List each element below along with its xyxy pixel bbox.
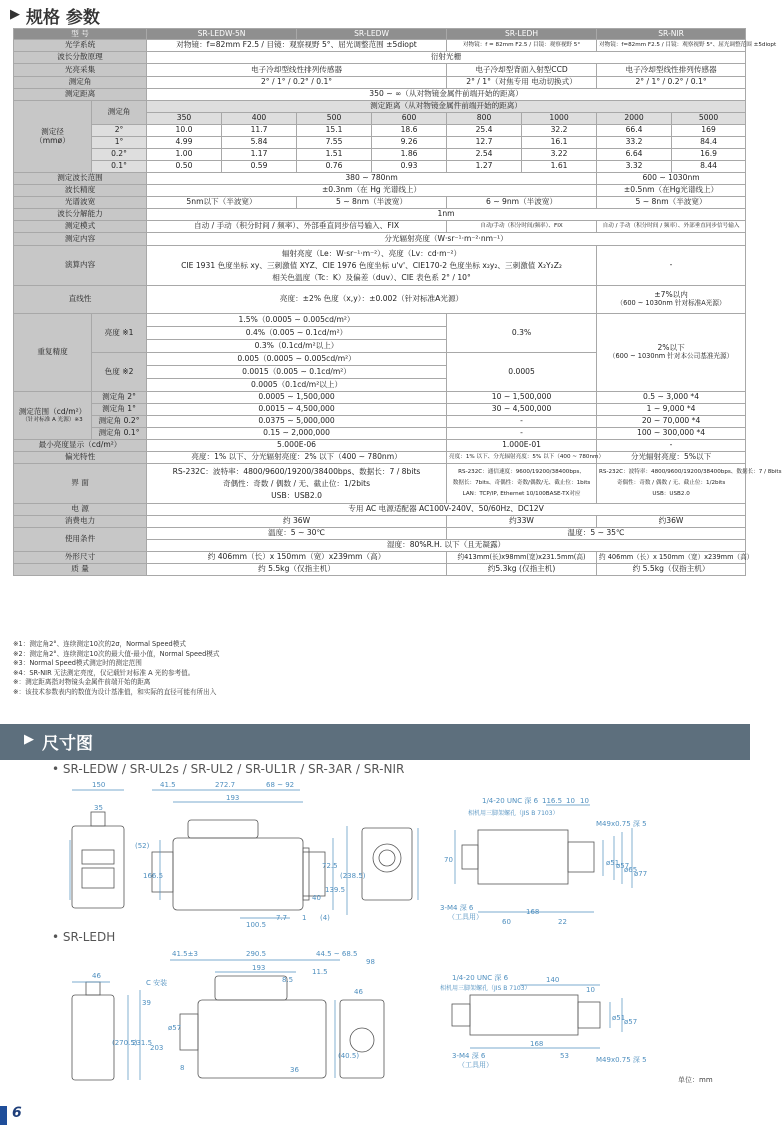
dim-label: 150 xyxy=(92,781,106,789)
cell-line: 数据长：7bits、奇偶性：奇数/偶数/无、截止位：1bits xyxy=(452,480,591,486)
ledh-top-lens xyxy=(578,1002,600,1028)
dim-label: （工具用） xyxy=(448,913,483,921)
ledh-top-body xyxy=(470,995,578,1035)
dim-label: ø77 xyxy=(634,870,648,878)
dim-label: 98 xyxy=(366,958,375,966)
dim-label: 166.5 xyxy=(143,872,164,880)
cell: 0.0375 ~ 5,000,000 xyxy=(147,416,447,428)
dim-label: 72.5 xyxy=(322,862,338,870)
cell: 8.44 xyxy=(672,161,746,173)
dim-label: 168 xyxy=(526,908,540,916)
cell: 400 xyxy=(222,113,297,125)
lens-outer-circle xyxy=(373,844,401,872)
model-list-caption: • SR-LEDW / SR-UL2s / SR-UL2 / SR-UL1R / SR-3AR / SR-NIR xyxy=(52,762,405,776)
calc-line: CIE 1931 色度坐标 xy、三刺激值 XYZ、CIE 1976 色度坐标 u'v'、CIE170-2 色度坐标 x₂y₂、三刺激值 X₂Y₂Z₂ xyxy=(181,260,562,270)
cell: 32.2 xyxy=(522,125,597,137)
cell: 100 ~ 300,000 *4 xyxy=(597,428,746,440)
side-lens-ring xyxy=(303,848,309,900)
dimension-labels-2 xyxy=(92,950,647,1074)
cell-line: RS-232C：波特率：4800/9600/19200/38400bps、数据长：7 / 8bits xyxy=(172,466,421,476)
cell: 350 ~ ∞（从对物镜金属件前端开始的距离） xyxy=(147,89,746,101)
cell: 20 ~ 70,000 *4 xyxy=(597,416,746,428)
dim-label: 相机用三脚架螺孔（JIS B 7103） xyxy=(468,810,559,817)
sub-label: 测定角 xyxy=(92,101,147,125)
dim-label: ø57 xyxy=(616,862,630,870)
cell: 衍射光栅 xyxy=(147,52,746,64)
row-label: 光亮采集 xyxy=(14,64,147,77)
ledh-front-handle xyxy=(86,982,100,995)
cell: 6 ~ 9nm（半波宽） xyxy=(447,197,597,209)
row-label: 波长精度 xyxy=(14,185,147,197)
cell-line: 奇偶性：奇数 / 偶数 / 无、截止位：1/2bits xyxy=(222,478,371,488)
dim-label: 40 xyxy=(312,894,321,902)
cell: 自动/手动（积分时间/频率）、FIX xyxy=(447,221,597,233)
sub-label: 测定角 1° xyxy=(92,404,147,416)
dim-label: 35 xyxy=(94,804,103,812)
cell: 800 xyxy=(447,113,522,125)
dim-label: C 安装 xyxy=(146,979,168,987)
cell-line: 测定范围（cd/m²） xyxy=(18,406,87,416)
cell-line: 奇偶性：奇数 / 偶数 / 无、截止位：1/2bits xyxy=(616,480,726,486)
cell: 15.1 xyxy=(297,125,372,137)
calc-line: 相关色温度（Tc：K）及偏差（duv）、CIE 表色系 2° / 10° xyxy=(272,272,471,282)
row-label: 重复精度 xyxy=(14,314,92,392)
ledh-lens-view-body xyxy=(340,1000,384,1078)
cell: 约5.3kg (仅指主机) xyxy=(447,564,597,576)
cell: 9.26 xyxy=(372,137,447,149)
cell: 1.17 xyxy=(222,149,297,161)
dimension-lines-2 xyxy=(72,960,622,1080)
cell: 分光辐射亮度（W·sr⁻¹·m⁻²·nm⁻¹） xyxy=(147,233,746,246)
front-handle xyxy=(91,812,105,826)
dim-label: 193 xyxy=(252,964,266,972)
cell: 约413mm(长)x98mm(宽)x231.5mm(高) xyxy=(447,552,597,564)
cell: 600 xyxy=(372,113,447,125)
top-view-drawing xyxy=(462,830,594,884)
dim-label: 11.5 xyxy=(312,968,328,976)
cell: 温度：5 ~ 35℃ xyxy=(447,528,746,540)
sub-label: 测定角 0.1° xyxy=(92,428,147,440)
dim-label: 140 xyxy=(546,976,560,984)
cell: 电子冷却型背面入射型CCD xyxy=(447,64,597,77)
row-label: 界 面 xyxy=(14,464,147,504)
sub-label: 色度 ※2 xyxy=(92,353,147,392)
dim-label: 10 xyxy=(580,797,589,805)
cell: 1.51 xyxy=(297,149,372,161)
cell: 约 5.5kg（仅指主机） xyxy=(597,564,746,576)
cell: 1nm xyxy=(147,209,746,221)
cell: 0.93 xyxy=(372,161,447,173)
cell-line: （针对标准 A 光源）※3 xyxy=(22,416,83,423)
top-lens xyxy=(568,842,594,872)
cell: 5nm以下（半波宽） xyxy=(147,197,297,209)
dim-label: 68 ~ 92 xyxy=(266,781,295,789)
row-label: 最小亮度显示（cd/m²） xyxy=(14,440,147,452)
cell: 10 ~ 1,500,000 xyxy=(447,392,597,404)
cell: 0.2° xyxy=(92,149,147,161)
cell-line: （600 ~ 1030nm 针对标准A光源） xyxy=(616,299,726,308)
dim-label: ø51 xyxy=(612,1014,626,1022)
cell: 约 406mm（长）x 150mm（宽）x239mm（高） xyxy=(147,552,447,564)
model-header-label: 型 号 xyxy=(14,29,147,40)
front-keypad xyxy=(82,868,114,888)
page-title: 规格 参数 xyxy=(26,8,100,28)
row-label: 测定径 （mmø） xyxy=(14,101,92,173)
cell: 对物镜：f=82mm F2.5 / 目镜：观察视野 5°、屈光调整范围 ±5diopt xyxy=(147,40,447,52)
dim-label: 70 xyxy=(444,856,453,864)
cell: 1.5%（0.0005 ~ 0.005cd/m²） xyxy=(147,314,447,327)
dim-label: 1/4-20 UNC 深 6 xyxy=(482,797,539,805)
cell: 电子冷却型线性排列传感器 xyxy=(147,64,447,77)
cell: 对物镜：f=82mm F2.5 / 目镜：观察视野 5°、屈光调整范围 ±5diopt xyxy=(597,40,746,52)
cell: 16.1 xyxy=(522,137,597,149)
cell: 5000 xyxy=(672,113,746,125)
cell: 约 406mm（长）x 150mm（宽）x239mm（高） xyxy=(597,552,746,564)
dim-label: 8 xyxy=(180,1064,185,1072)
cell: 自动 / 手动（积分时间 / 频率）、外部垂直同步信号输入 xyxy=(597,221,746,233)
front-view-drawing xyxy=(72,812,124,908)
dim-label: 44.5 ~ 68.5 xyxy=(316,950,358,958)
ledh-top-view-drawing xyxy=(452,995,600,1035)
cell: 1.000E-01 xyxy=(447,440,597,452)
cell: 2° / 1° / 0.2° / 0.1° xyxy=(597,77,746,89)
dim-label: 10 xyxy=(586,986,595,994)
top-body xyxy=(478,830,568,884)
cell: - xyxy=(447,428,597,440)
cell: 1 ~ 9,000 *4 xyxy=(597,404,746,416)
cell: - xyxy=(597,246,746,286)
row-label: 波长分散原理 xyxy=(14,52,147,64)
dim-label: 100.5 xyxy=(246,921,267,929)
cell: 亮度：±2% 色度（x,y）：±0.002（针对标准A光源） xyxy=(147,286,597,314)
cell: 对物镜：f = 82mm F2.5 / 目镜：观察视野 5° xyxy=(447,40,597,52)
model-header: SR-NIR xyxy=(597,29,746,40)
dim-label: 46 xyxy=(354,988,363,996)
dim-label: (52) xyxy=(135,842,150,850)
cell: 25.4 xyxy=(447,125,522,137)
cell: 4.99 xyxy=(147,137,222,149)
dim-label: 10 xyxy=(566,797,575,805)
dim-label: 203 xyxy=(150,1044,164,1052)
row-label: 演算内容 xyxy=(14,246,147,286)
sub-label: 亮度 ※1 xyxy=(92,314,147,353)
sub-label: 测定角 0.2° xyxy=(92,416,147,428)
cell: 0.1° xyxy=(92,161,147,173)
row-label: 波长分解能力 xyxy=(14,209,147,221)
cell: 1.00 xyxy=(147,149,222,161)
cell: 500 xyxy=(297,113,372,125)
row-label: 光谱波宽 xyxy=(14,197,147,209)
row-label: 偏光特性 xyxy=(14,452,147,464)
dim-label: 7.7 xyxy=(276,914,288,922)
dim-label: 1/4-20 UNC 深 6 xyxy=(452,974,509,982)
cell: 0.50 xyxy=(147,161,222,173)
side-view-drawing xyxy=(152,820,325,910)
dim-label: 139.5 xyxy=(325,886,346,894)
dim-label: 3-M4 深 6 xyxy=(452,1052,486,1060)
cell: 30 ~ 4,500,000 xyxy=(447,404,597,416)
cell: 亮度：1% 以下、分光辐射亮度：2% 以下（400 ~ 780nm） xyxy=(147,452,447,464)
footnote: ※：该技术参数表内的数值为设计基准值，和实际的直径可能有所出入 xyxy=(13,687,217,696)
ledh-side-eyepiece xyxy=(180,1014,198,1050)
sub-label: 测定角 2° xyxy=(92,392,147,404)
dim-label: 272.7 xyxy=(215,781,236,789)
cell: 7.55 xyxy=(297,137,372,149)
cell: ±0.5nm（在Hg光谱线上） xyxy=(597,185,746,197)
cell-line: ±7%以内 xyxy=(654,290,688,300)
cell: 约 5.5kg（仅指主机） xyxy=(147,564,447,576)
cell: 自动 / 手动（积分时间 / 频率）、外部垂直同步信号输入、FIX xyxy=(147,221,447,233)
dim-label: (238.5) xyxy=(340,872,366,880)
lens-view-drawing xyxy=(362,828,412,900)
dim-label: ø51 xyxy=(606,859,620,867)
cell-line: RS-232C：通信速度：9600/19200/38400bps、 xyxy=(458,469,585,475)
side-handle xyxy=(188,820,258,838)
cell: 0.3% xyxy=(447,314,597,353)
dim-label: 1 xyxy=(302,914,307,922)
row-label: 测定模式 xyxy=(14,221,147,233)
cell: 6.64 xyxy=(597,149,672,161)
cell: 温度：5 ~ 30℃ xyxy=(147,528,447,540)
cell: 湿度：80%R.H. 以下（且无凝露） xyxy=(147,540,746,552)
dim-label: M49x0.75 深 5 xyxy=(596,820,647,828)
cell: 1.27 xyxy=(447,161,522,173)
row-label: 测定距离 xyxy=(14,89,147,101)
ledh-lens-circle xyxy=(350,1028,374,1052)
row-label: 外形尺寸 xyxy=(14,552,147,564)
dim-label: 46 xyxy=(92,972,101,980)
cell: 0.0005（0.1cd/m²以上） xyxy=(147,379,447,392)
front-outline xyxy=(72,826,124,908)
cell: 0.005（0.0005 ~ 0.005cd/m²） xyxy=(147,353,447,366)
cell: 3.32 xyxy=(597,161,672,173)
cell: 5.000E-06 xyxy=(147,440,447,452)
cell-line: 2%以下 xyxy=(657,343,685,353)
ledh-front-view-drawing xyxy=(72,982,114,1080)
cell: 2000 xyxy=(597,113,672,125)
section-title: 尺寸图 xyxy=(42,734,93,754)
dim-label: 36 xyxy=(290,1066,299,1074)
cell: 1.61 xyxy=(522,161,597,173)
cell: 1° xyxy=(92,137,147,149)
unit-label: 单位：mm xyxy=(678,1076,713,1084)
row-label: 消费电力 xyxy=(14,516,147,528)
row-label: 光学系统 xyxy=(14,40,147,52)
cell: 350 xyxy=(147,113,222,125)
ledh-front-outline xyxy=(72,995,114,1080)
dim-label: 22 xyxy=(558,918,567,926)
model-header: SR-LEDW xyxy=(297,29,447,40)
cell: 2° xyxy=(92,125,147,137)
cell: 0.0015（0.005 ~ 0.1cd/m²） xyxy=(147,366,447,379)
row-label: 测定角 xyxy=(14,77,147,89)
cell: 约36W xyxy=(597,516,746,528)
top-eyepiece xyxy=(462,845,478,869)
cell: 约33W xyxy=(447,516,597,528)
side-body xyxy=(173,838,303,910)
dim-label: 8.5 xyxy=(282,976,294,984)
row-label: 测定内容 xyxy=(14,233,147,246)
cell: 10.0 xyxy=(147,125,222,137)
dim-label: 39 xyxy=(142,999,151,1007)
dim-label: 60 xyxy=(502,918,511,926)
cell: 亮度：1% 以下、分光辐射亮度：5% 以下（400 ~ 780nm） xyxy=(447,452,597,464)
dim-label: 41.5 xyxy=(160,781,176,789)
cell: 12.7 xyxy=(447,137,522,149)
lens-inner-circle xyxy=(379,850,395,866)
cell-line: RS-232C：波特率：4800/9600/19200/38400bps、数据长：7 / 8bits xyxy=(599,469,782,475)
cell: 1.86 xyxy=(372,149,447,161)
row-label: 直线性 xyxy=(14,286,147,314)
dim-label: (40.5) xyxy=(338,1052,360,1060)
cell: 66.4 xyxy=(597,125,672,137)
cell: 0.76 xyxy=(297,161,372,173)
row-label: 使用条件 xyxy=(14,528,147,552)
footnote: ※2：测定角2°、连续测定10次的最大值-最小值，Normal Speed模式 xyxy=(13,649,220,658)
cell: 电子冷却型线性排列传感器 xyxy=(597,64,746,77)
dim-label: ø65 xyxy=(624,866,638,874)
front-display xyxy=(82,850,114,864)
dim-label: 相机用三脚架螺孔（JIS B 7103） xyxy=(440,985,531,992)
dim-label: (4) xyxy=(320,914,330,922)
cell: 380 ~ 780nm xyxy=(147,173,597,185)
cell-line: （600 ~ 1030nm 针对本公司基准光源） xyxy=(608,352,734,361)
cell: 测定距离（从对物镜金属件前端开始的距离） xyxy=(147,101,746,113)
cell-line: USB：USB2.0 xyxy=(652,491,690,497)
cell: 2.54 xyxy=(447,149,522,161)
page-number: 6 xyxy=(12,1105,22,1121)
cell: 0.15 ~ 2,000,000 xyxy=(147,428,447,440)
dim-label: 193 xyxy=(226,794,240,802)
footnote: ※1：测定角2°、连续测定10次的2σ，Normal Speed模式 xyxy=(13,640,186,648)
cell: 18.6 xyxy=(372,125,447,137)
cell: 0.59 xyxy=(222,161,297,173)
cell: - xyxy=(597,440,746,452)
dim-label: ø57 xyxy=(624,1018,638,1026)
footnote: ※4：SR-NIR 无法测定亮度，仅记载针对标准 A 光的参考值。 xyxy=(13,668,195,677)
cell: 84.4 xyxy=(672,137,746,149)
triangle-bullet-icon: ▶ xyxy=(24,732,34,747)
cell: 33.2 xyxy=(597,137,672,149)
cell: ±0.3nm（在 Hg 光谱线上） xyxy=(147,185,597,197)
cell: 16.9 xyxy=(672,149,746,161)
cell: 0.0015 ~ 4,500,000 xyxy=(147,404,447,416)
cell: 0.3%（0.1cd/m²以上） xyxy=(147,340,447,353)
model-list-caption: • SR-LEDH xyxy=(52,930,116,944)
cell: 0.4%（0.005 ~ 0.1cd/m²） xyxy=(147,327,447,340)
model-header: SR-LEDW-5N xyxy=(147,29,297,40)
cell: 分光辐射亮度：5%以下 xyxy=(597,452,746,464)
lens-view-body xyxy=(362,828,412,900)
dim-label: 3-M4 深 6 xyxy=(440,904,474,912)
dimension-labels-1 xyxy=(92,781,647,929)
ledh-side-handle xyxy=(215,976,287,1000)
dim-label: 116.5 xyxy=(542,797,563,805)
cell: 0.0005 ~ 1,500,000 xyxy=(147,392,447,404)
row-label: 质 量 xyxy=(14,564,147,576)
footnote: ※：测定距离指对物镜头金属件前端开始的距离 xyxy=(13,678,151,687)
dim-label: 53 xyxy=(560,1052,569,1060)
cell: 约 36W xyxy=(147,516,447,528)
side-lens xyxy=(303,852,325,896)
dim-label: (270.5) xyxy=(112,1039,138,1047)
ledh-top-eyepiece xyxy=(452,1004,470,1026)
dim-label: 290.5 xyxy=(246,950,267,958)
cell: 11.7 xyxy=(222,125,297,137)
cell: 0.0005 xyxy=(447,353,597,392)
cell: 5.84 xyxy=(222,137,297,149)
row-label: 测定波长范围 xyxy=(14,173,147,185)
row-label: 电 源 xyxy=(14,504,147,516)
cell: 3.22 xyxy=(522,149,597,161)
cell: 2° / 1° / 0.2° / 0.1° xyxy=(147,77,447,89)
cell: 5 ~ 8nm（半波宽） xyxy=(597,197,746,209)
cell: 169 xyxy=(672,125,746,137)
cell-line: USB：USB2.0 xyxy=(271,490,322,500)
page-number-bar xyxy=(0,1106,7,1125)
cell-line: LAN：TCP/IP, Ethernet 10/100BASE-TX对应 xyxy=(462,491,581,497)
cell: 0.5 ~ 3,000 *4 xyxy=(597,392,746,404)
dim-label: （工具用） xyxy=(458,1061,493,1069)
dim-label: 41.5±3 xyxy=(172,950,198,958)
calc-line: 辐射亮度（Le：W·sr⁻¹·m⁻²）、亮度（Lv：cd·m⁻²） xyxy=(281,248,462,258)
model-header: SR-LEDH xyxy=(447,29,597,40)
cell: 2° / 1°（对焦专用 电动切换式） xyxy=(447,77,597,89)
cell: 专用 AC 电源适配器 AC100V-240V、50/60Hz、DC12V xyxy=(147,504,746,516)
dim-label: ø57 xyxy=(168,1024,182,1032)
dim-label: M49x0.75 深 5 xyxy=(596,1056,647,1064)
dim-label: 168 xyxy=(530,1040,544,1048)
triangle-bullet-icon: ▶ xyxy=(10,7,20,22)
cell: 1000 xyxy=(522,113,597,125)
cell: - xyxy=(447,416,597,428)
dim-label: 231.5 xyxy=(132,1039,153,1047)
footnote: ※3：Normal Speed模式测定时的测定范围 xyxy=(13,659,142,668)
cell: 5 ~ 8nm（半波宽） xyxy=(297,197,447,209)
ledh-side-body xyxy=(198,1000,326,1078)
cell: 600 ~ 1030nm xyxy=(597,173,746,185)
